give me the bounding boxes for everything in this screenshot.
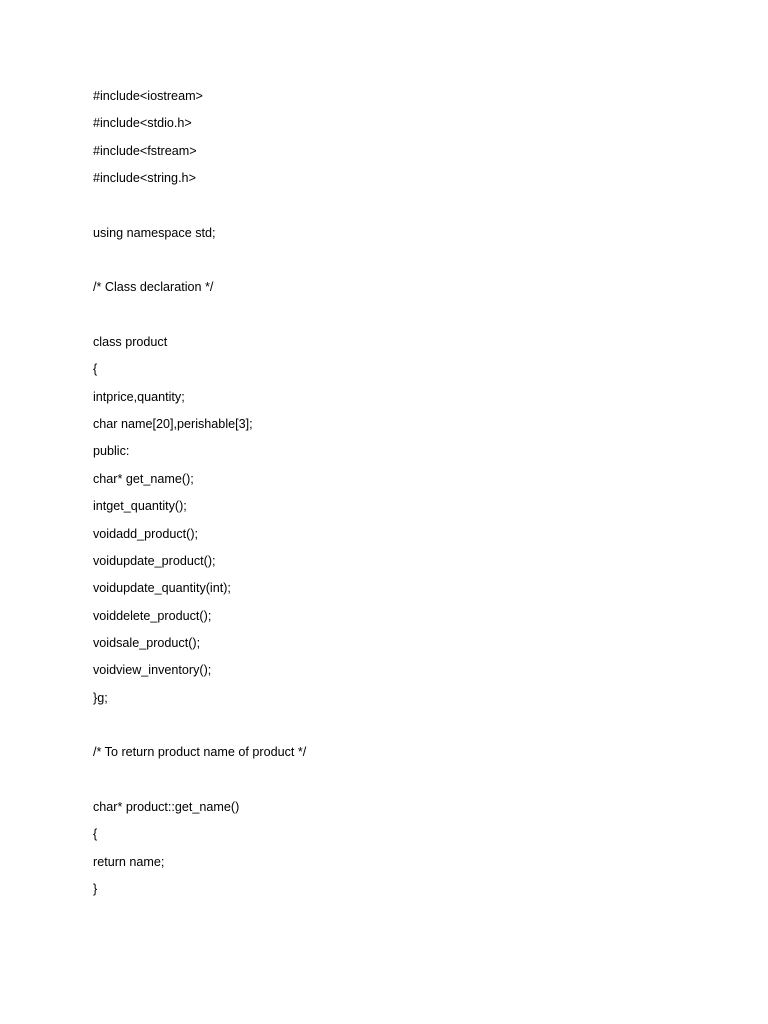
blank-line [93, 770, 306, 797]
code-line-view-inventory-decl: voidview_inventory(); [93, 663, 212, 678]
comment-class-declaration: /* Class declaration */ [93, 280, 214, 295]
code-line-sale-product-decl: voidsale_product(); [93, 635, 201, 650]
code-listing [93, 86, 306, 906]
blank-line [93, 715, 306, 742]
code-line-include-stdio: #include<stdio.h> [93, 116, 192, 131]
code-line-return-name: return name; [93, 854, 165, 869]
code-line-close-brace: } [93, 881, 98, 896]
code-line-open-brace: { [93, 362, 98, 377]
blank-line [93, 305, 306, 332]
code-line-close-class: }g; [93, 690, 108, 705]
comment-return-product-name: /* To return product name of product */ [93, 745, 307, 760]
code-line-delete-product-decl: voiddelete_product(); [93, 608, 212, 623]
code-line-include-string: #include<string.h> [93, 171, 196, 186]
code-line-open-brace: { [93, 827, 98, 842]
code-line-class-product: class product [93, 335, 168, 350]
code-line-include-fstream: #include<fstream> [93, 143, 197, 158]
code-line-include-iostream: #include<iostream> [93, 89, 203, 103]
code-line-update-quantity-decl: voidupdate_quantity(int); [93, 581, 231, 596]
code-line-using-namespace: using namespace std; [93, 225, 216, 240]
code-line-get-name-decl: char* get_name(); [93, 471, 194, 486]
blank-line [93, 195, 306, 222]
code-line-get-name-def: char* product::get_name() [93, 799, 240, 814]
code-line-public: public: [93, 444, 130, 459]
code-line-get-quantity-decl: intget_quantity(); [93, 499, 187, 514]
code-line-update-product-decl: voidupdate_product(); [93, 553, 216, 568]
code-line-name-perishable: char name[20],perishable[3]; [93, 417, 253, 432]
code-line-price-quantity: intprice,quantity; [93, 389, 185, 404]
code-line-add-product-decl: voidadd_product(); [93, 526, 199, 541]
blank-line [93, 250, 306, 277]
